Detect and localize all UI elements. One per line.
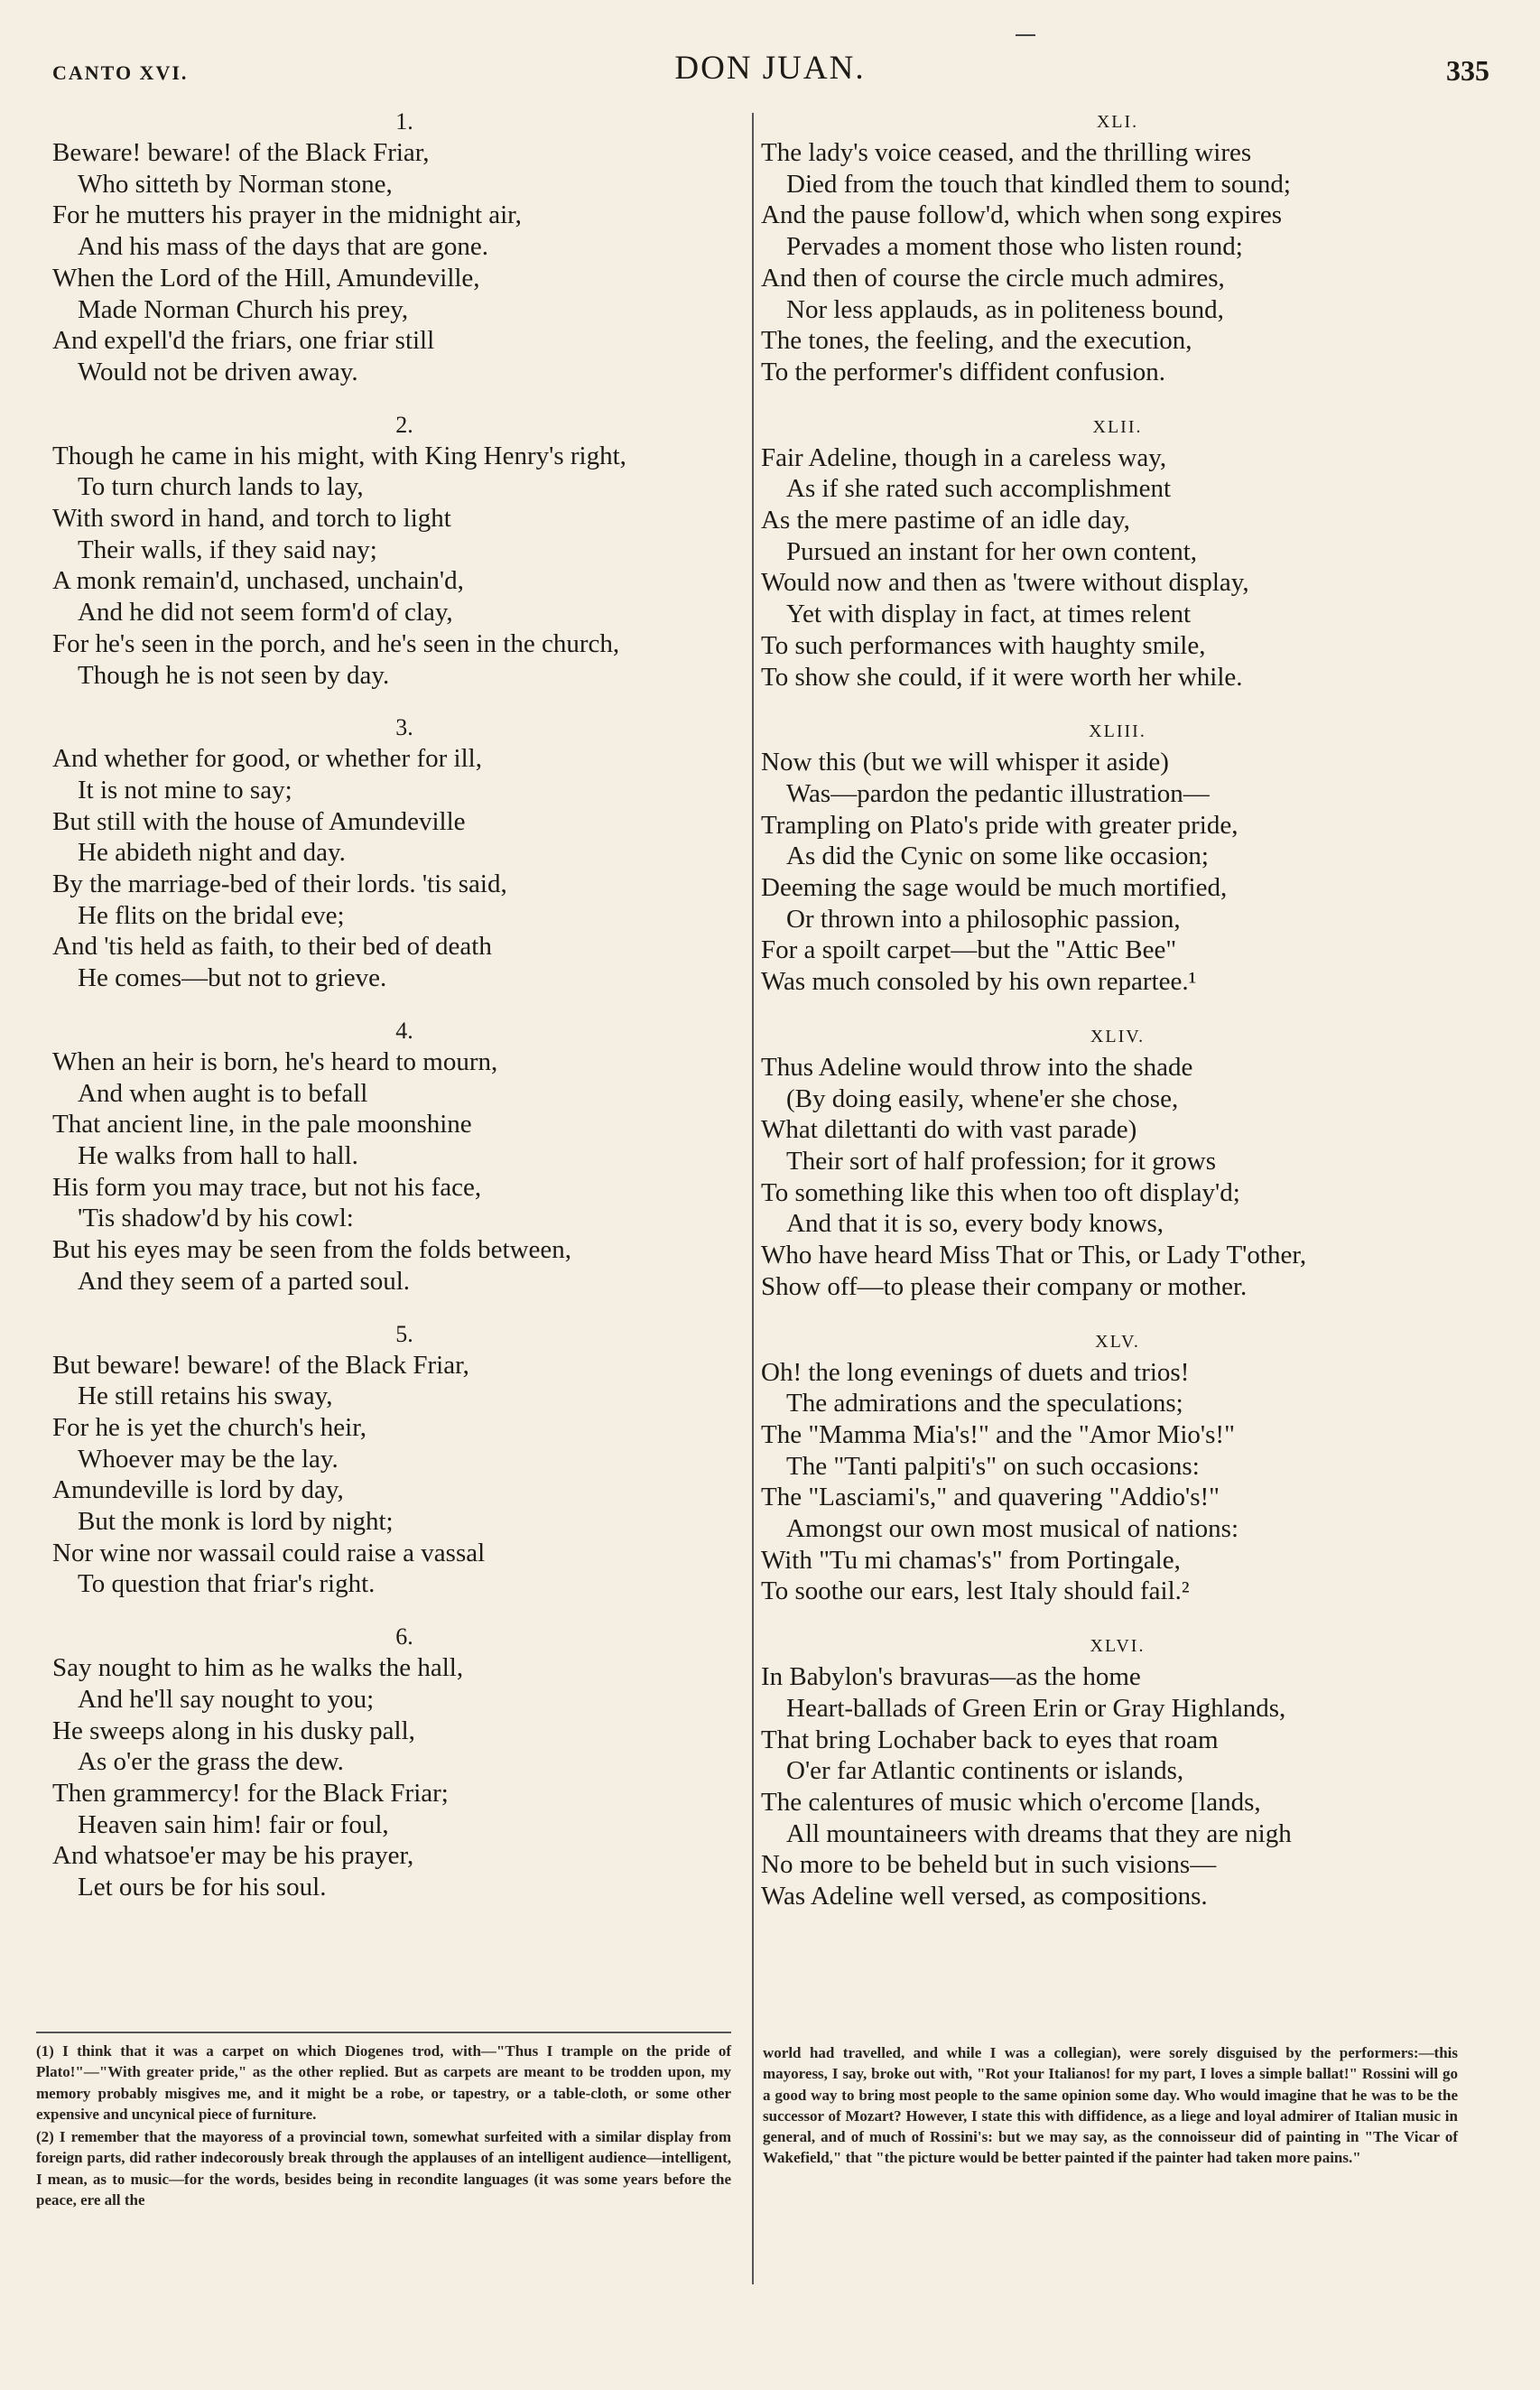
verse-line: Then grammercy! for the Black Friar; <box>52 1778 449 1808</box>
verse-line: All mountaineers with dreams that they are nigh <box>786 1818 1292 1848</box>
verse-line: And his mass of the days that are gone. <box>78 232 489 262</box>
verse-line: Show off—to please their company or mother. <box>761 1271 1248 1301</box>
verse-line: And 'tis held as faith, to their bed of death <box>52 932 492 962</box>
verse-line: Who sitteth by Norman stone, <box>78 169 393 199</box>
verse-line: The calentures of music which o'ercome [lands, <box>761 1787 1261 1817</box>
verse-line: Heaven sain him! fair or foul, <box>78 1809 389 1839</box>
verse-line: As did the Cynic on some like occasion; <box>786 842 1209 871</box>
verse-line: As the mere pastime of an idle day, <box>761 506 1130 535</box>
verse-line: Trampling on Plato's pride with greater pride, <box>761 810 1238 840</box>
verse-line: He comes—but not to grieve. <box>78 963 387 993</box>
verse-line: That bring Lochaber back to eyes that roam <box>761 1725 1219 1754</box>
stanza <box>761 412 1474 693</box>
stanza-gap <box>761 1607 1474 1631</box>
stanza-gap <box>761 693 1474 716</box>
verse-line: The "Tanti palpiti's" on such occasions: <box>786 1451 1200 1481</box>
footnote-text: (1) I think that it was a carpet on which Diogenes trod, with—"Thus I trample on the pride of Plato!"—"With greater pride," as the other replied. But as carpets are meant to be trodden upon, my memory probably misgives me, and it might be a robe, or tapestry, or a table-cloth, or some other expensive and uncynical piece of furniture. <box>36 2042 731 2123</box>
verse-line: Heart-ballads of Green Erin or Gray Highlands, <box>786 1693 1286 1723</box>
verse-line: Their sort of half profession; for it grows <box>786 1146 1216 1176</box>
verse-line: Nor wine nor wassail could raise a vassal <box>52 1538 486 1567</box>
verse-line: Pursued an instant for her own content, <box>786 536 1198 566</box>
verse-line: And when aught is to befall <box>78 1078 368 1108</box>
verse-line: Who have heard Miss That or This, or Lady T'other, <box>761 1241 1307 1270</box>
verse-line: For a spoilt carpet—but the "Attic Bee" <box>761 935 1177 965</box>
verse-line: But beware! beware! of the Black Friar, <box>52 1350 469 1380</box>
verse-line: He abideth night and day. <box>78 838 346 868</box>
verse-line: To the performer's diffident confusion. <box>761 357 1166 386</box>
verse-line: That ancient line, in the pale moonshine <box>52 1110 472 1139</box>
stanza-number: 6. <box>395 1623 413 1651</box>
page-tick-mark <box>1016 34 1035 36</box>
page-title: DON JUAN. <box>674 50 866 87</box>
verse-line: In Babylon's bravuras—as the home <box>761 1662 1141 1692</box>
page-number: 335 <box>1446 54 1489 87</box>
verse-line: No more to be beheld but in such visions— <box>761 1850 1217 1880</box>
stanza <box>52 712 756 994</box>
verse-line: For he's seen in the porch, and he's seen in the church, <box>52 628 620 658</box>
stanza <box>761 1631 1474 1912</box>
verse-line: When an heir is born, he's heard to mourn, <box>52 1046 498 1076</box>
verse-line: With "Tu mi chamas's" from Portingale, <box>761 1545 1181 1575</box>
verse-line: Though he is not seen by day. <box>78 660 390 690</box>
verse-line: Would not be driven away. <box>78 357 358 386</box>
verse-line: He flits on the bridal eve; <box>78 900 345 930</box>
stanza-number: 3. <box>395 714 413 741</box>
footnote-text: (2) I remember that the mayoress of a provincial town, somewhat surfeited with a similar display from foreign parts, did rather indecorously break through the applauses of an intelligent audience—intelligent, I mean, as to music—for the words, besides being in recondite languages (it was some years before the peace, ere all the <box>36 2128 731 2209</box>
verse-line: And they seem of a parted soul. <box>78 1266 411 1296</box>
verse-line: To something like this when too oft display'd; <box>761 1177 1240 1207</box>
right-column <box>761 107 1474 1912</box>
verse-line: Amongst our own most musical of nations: <box>786 1514 1239 1544</box>
verse-line: And whatsoe'er may be his prayer, <box>52 1841 414 1871</box>
verse-line: But the monk is lord by night; <box>78 1507 394 1537</box>
stanza-number: XLV. <box>1095 1331 1140 1352</box>
footnote-text: world had travelled, and while I was a collegian), were sorely disguised by the performers:—this mayoress, I say, broke out with, "Rot your Italianos! for my part, I loves a simple ballat!" Rossini will go a good way to bring most people to the same opinion some day. Who would imagine that he was to be the successor of Mozart? However, I state this with diffidence, as a liege and loyal admirer of Italian music in general, and of much of Rossini's: but we may say, as the connoisseur did of painting in "The Vicar of Wakefield," that "the picture would be better painted if the painter had taken more pains." <box>763 2044 1458 2167</box>
stanza-gap <box>52 994 756 1016</box>
verse-line: His form you may trace, but not his face, <box>52 1172 482 1202</box>
stanza <box>52 410 756 692</box>
verse-line: What dilettanti do with vast parade) <box>761 1115 1137 1145</box>
verse-line: Pervades a moment those who listen round; <box>786 232 1243 262</box>
verse-line: To question that friar's right. <box>78 1569 376 1599</box>
verse-line: Made Norman Church his prey, <box>78 294 409 324</box>
verse-line: It is not mine to say; <box>78 775 292 804</box>
verse-line: And then of course the circle much admires, <box>761 263 1225 293</box>
stanza <box>52 1319 756 1601</box>
verse-line: Say nought to him as he walks the hall, <box>52 1653 464 1683</box>
verse-line: He walks from hall to hall. <box>78 1140 358 1170</box>
stanza-number: XLIII. <box>1089 721 1146 742</box>
verse-line: Let ours be for his soul. <box>78 1873 327 1902</box>
verse-line: 'Tis shadow'd by his cowl: <box>78 1204 354 1233</box>
verse-line: He still retains his sway, <box>78 1381 333 1411</box>
stanza-gap <box>52 388 756 410</box>
verse-line: A monk remain'd, unchased, unchain'd, <box>52 566 464 596</box>
verse-line: To show she could, if it were worth her while. <box>761 662 1243 692</box>
verse-line: Oh! the long evenings of duets and trios! <box>761 1357 1190 1387</box>
verse-line: Though he came in his might, with King Henry's right, <box>52 441 626 470</box>
stanza <box>761 107 1474 388</box>
stanza-gap <box>52 691 756 712</box>
verse-line: Fair Adeline, though in a careless way, <box>761 442 1167 472</box>
verse-line: Yet with display in fact, at times relent <box>786 600 1192 629</box>
verse-line: As o'er the grass the dew. <box>78 1747 344 1777</box>
verse-line: By the marriage-bed of their lords. 'tis said, <box>52 870 507 899</box>
verse-line: Nor less applauds, as in politeness bound, <box>786 294 1224 324</box>
verse-line: To soothe our ears, lest Italy should fail.² <box>761 1576 1190 1606</box>
verse-line: And that it is so, every body knows, <box>786 1209 1164 1239</box>
stanza-gap <box>52 1600 756 1622</box>
verse-line: The "Lasciami's," and quavering "Addio's!" <box>761 1483 1220 1512</box>
stanza-number: XLVI. <box>1090 1636 1146 1657</box>
verse-line: For he is yet the church's heir, <box>52 1412 366 1442</box>
footnotes-left <box>36 2032 731 2210</box>
stanza <box>761 1021 1474 1303</box>
verse-line: When the Lord of the Hill, Amundeville, <box>52 263 480 293</box>
verse-line: And whether for good, or whether for ill, <box>52 744 482 774</box>
verse-line: But his eyes may be seen from the folds between, <box>52 1235 572 1265</box>
verse-line: The "Mamma Mia's!" and the "Amor Mio's!" <box>761 1419 1235 1449</box>
stanza-number: XLII. <box>1092 416 1143 437</box>
stanza-gap <box>761 1303 1474 1326</box>
left-column <box>52 107 756 1903</box>
stanza-number: XLIV. <box>1090 1026 1146 1046</box>
footnotes-right <box>763 2042 1458 2169</box>
verse-line: Was—pardon the pedantic illustration— <box>786 778 1210 808</box>
stanza <box>761 716 1474 998</box>
verse-line: Or thrown into a philosophic passion, <box>786 904 1181 934</box>
verse-line: Deeming the sage would be much mortified, <box>761 873 1228 903</box>
verse-line: But still with the house of Amundeville <box>52 806 466 836</box>
stanza-gap <box>761 388 1474 412</box>
stanza-number: 4. <box>395 1017 413 1044</box>
verse-line: And he did not seem form'd of clay, <box>78 598 453 628</box>
verse-line: And expell'd the friars, one friar still <box>52 326 435 356</box>
verse-line: Amundeville is lord by day, <box>52 1475 344 1505</box>
verse-line: Would now and then as 'twere without display, <box>761 568 1249 598</box>
verse-line: Whoever may be the lay. <box>78 1444 339 1474</box>
verse-line: Died from the touch that kindled them to sound; <box>786 169 1291 199</box>
verse-line: The lady's voice ceased, and the thrilling wires <box>761 138 1252 167</box>
stanza-gap <box>761 998 1474 1021</box>
stanza <box>761 1326 1474 1608</box>
verse-line: Was much consoled by his own repartee.¹ <box>761 967 1197 997</box>
running-head <box>0 47 1540 101</box>
verse-line: He sweeps along in his dusky pall, <box>52 1716 415 1745</box>
verse-line: And he'll say nought to you; <box>78 1684 375 1714</box>
canto-label: CANTO XVI. <box>52 61 189 84</box>
verse-line: For he mutters his prayer in the midnight air, <box>52 200 522 230</box>
verse-line: Was Adeline well versed, as compositions. <box>761 1882 1208 1911</box>
verse-line: Their walls, if they said nay; <box>78 535 377 564</box>
stanza-number: 5. <box>395 1320 413 1347</box>
verse-line: The admirations and the speculations; <box>786 1389 1183 1418</box>
stanza <box>52 107 756 388</box>
verse-line: To turn church lands to lay, <box>78 472 364 502</box>
stanza-gap <box>52 1297 756 1319</box>
verse-line: (By doing easily, whene'er she chose, <box>786 1083 1179 1113</box>
verse-line: Now this (but we will whisper it aside) <box>761 748 1169 777</box>
verse-line: Thus Adeline would throw into the shade <box>761 1052 1193 1082</box>
verse-line: With sword in hand, and torch to light <box>52 504 451 534</box>
stanza-number: XLI. <box>1096 112 1139 132</box>
verse-line: Beware! beware! of the Black Friar, <box>52 138 430 167</box>
verse-line: As if she rated such accomplishment <box>786 474 1172 504</box>
stanza-number: 2. <box>395 411 413 438</box>
stanza <box>52 1016 756 1297</box>
verse-line: O'er far Atlantic continents or islands, <box>786 1756 1184 1786</box>
stanza-number: 1. <box>395 108 413 135</box>
verse-line: The tones, the feeling, and the execution, <box>761 326 1192 356</box>
stanza <box>52 1622 756 1903</box>
verse-line: And the pause follow'd, which when song expires <box>761 200 1283 230</box>
verse-line: To such performances with haughty smile, <box>761 630 1206 660</box>
